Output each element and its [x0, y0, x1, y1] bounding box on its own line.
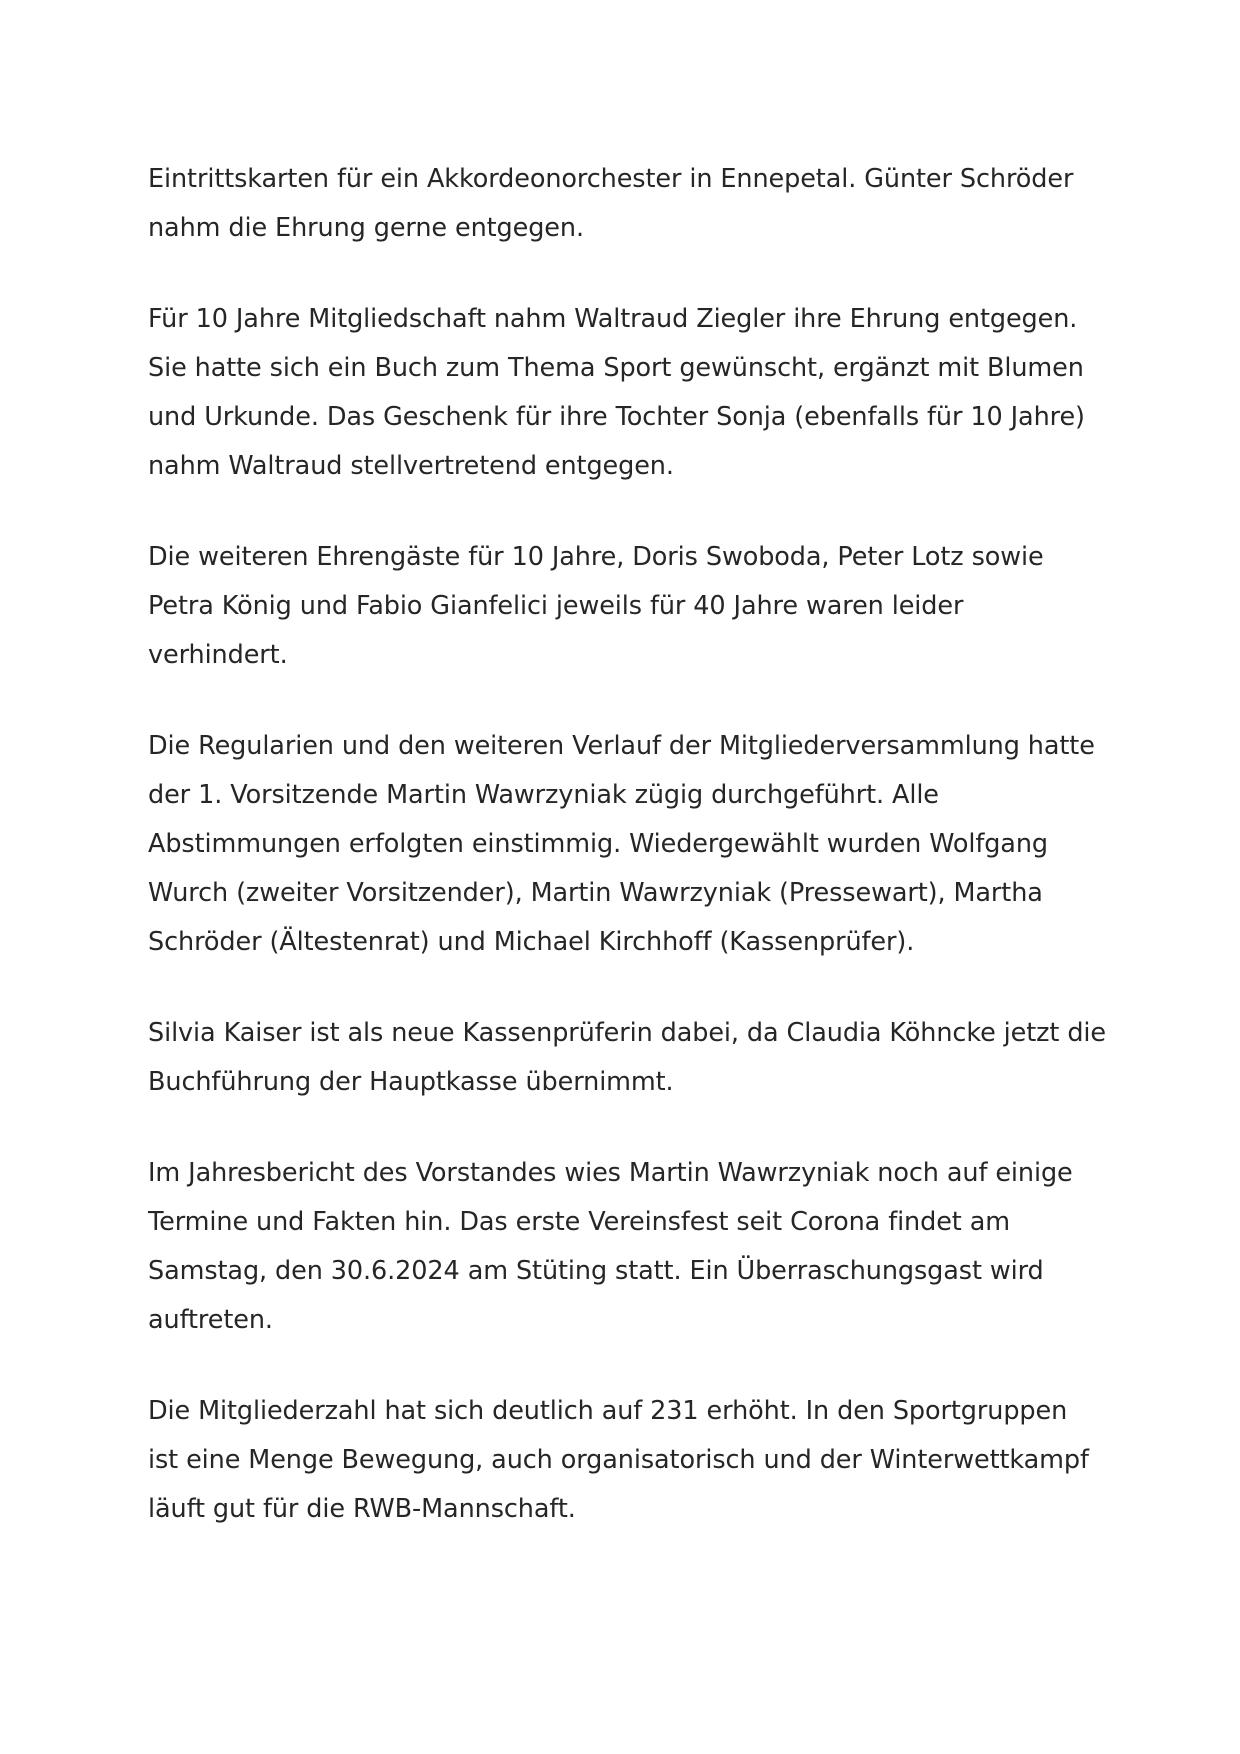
paragraph-6	[148, 1149, 1108, 1345]
text-line: Die Regularien und den weiteren Verlauf der Mitgliederversammlung hatte	[148, 731, 1095, 761]
text-line: Die weiteren Ehrengäste für 10 Jahre, Doris Swoboda, Peter Lotz sowie	[148, 542, 1044, 572]
document-page	[148, 155, 1108, 1576]
text-line: auftreten.	[148, 1305, 273, 1335]
paragraph-4	[148, 722, 1108, 967]
paragraph-2	[148, 295, 1108, 491]
text-line: ist eine Menge Bewegung, auch organisatorisch und der Winterwettkampf	[148, 1445, 1089, 1475]
text-line: Für 10 Jahre Mitgliedschaft nahm Waltraud Ziegler ihre Ehrung entgegen.	[148, 304, 1078, 334]
text-line: Petra König und Fabio Gianfelici jeweils für 40 Jahre waren leider	[148, 591, 964, 621]
paragraph-3	[148, 533, 1108, 680]
text-line: Termine und Fakten hin. Das erste Vereinsfest seit Corona findet am	[148, 1207, 1010, 1237]
paragraph-7	[148, 1387, 1108, 1534]
text-line: Wurch (zweiter Vorsitzender), Martin Wawrzyniak (Pressewart), Martha	[148, 878, 1043, 908]
text-line: Eintrittskarten für ein Akkordeonorchester in Ennepetal. Günter Schröder	[148, 164, 1074, 194]
text-line: und Urkunde. Das Geschenk für ihre Tochter Sonja (ebenfalls für 10 Jahre)	[148, 402, 1085, 432]
text-line: Die Mitgliederzahl hat sich deutlich auf 231 erhöht. In den Sportgruppen	[148, 1396, 1068, 1426]
text-line: verhindert.	[148, 640, 288, 670]
text-line: läuft gut für die RWB-Mannschaft.	[148, 1494, 576, 1524]
text-line: nahm Waltraud stellvertretend entgegen.	[148, 451, 674, 481]
text-line: Abstimmungen erfolgten einstimmig. Wiedergewählt wurden Wolfgang	[148, 829, 1048, 859]
text-line: nahm die Ehrung gerne entgegen.	[148, 213, 584, 243]
text-line: Sie hatte sich ein Buch zum Thema Sport gewünscht, ergänzt mit Blumen	[148, 353, 1084, 383]
paragraph-1	[148, 155, 1108, 253]
text-line: Schröder (Ältestenrat) und Michael Kirchhoff (Kassenprüfer).	[148, 927, 915, 957]
text-line: der 1. Vorsitzende Martin Wawrzyniak zügig durchgeführt. Alle	[148, 780, 939, 810]
text-line: Im Jahresbericht des Vorstandes wies Martin Wawrzyniak noch auf einige	[148, 1158, 1073, 1188]
text-line: Silvia Kaiser ist als neue Kassenprüferin dabei, da Claudia Köhncke jetzt die	[148, 1018, 1107, 1048]
text-line: Samstag, den 30.6.2024 am Stüting statt. Ein Überraschungsgast wird	[148, 1256, 1044, 1286]
text-line: Buchführung der Hauptkasse übernimmt.	[148, 1067, 674, 1097]
paragraph-5	[148, 1009, 1108, 1107]
